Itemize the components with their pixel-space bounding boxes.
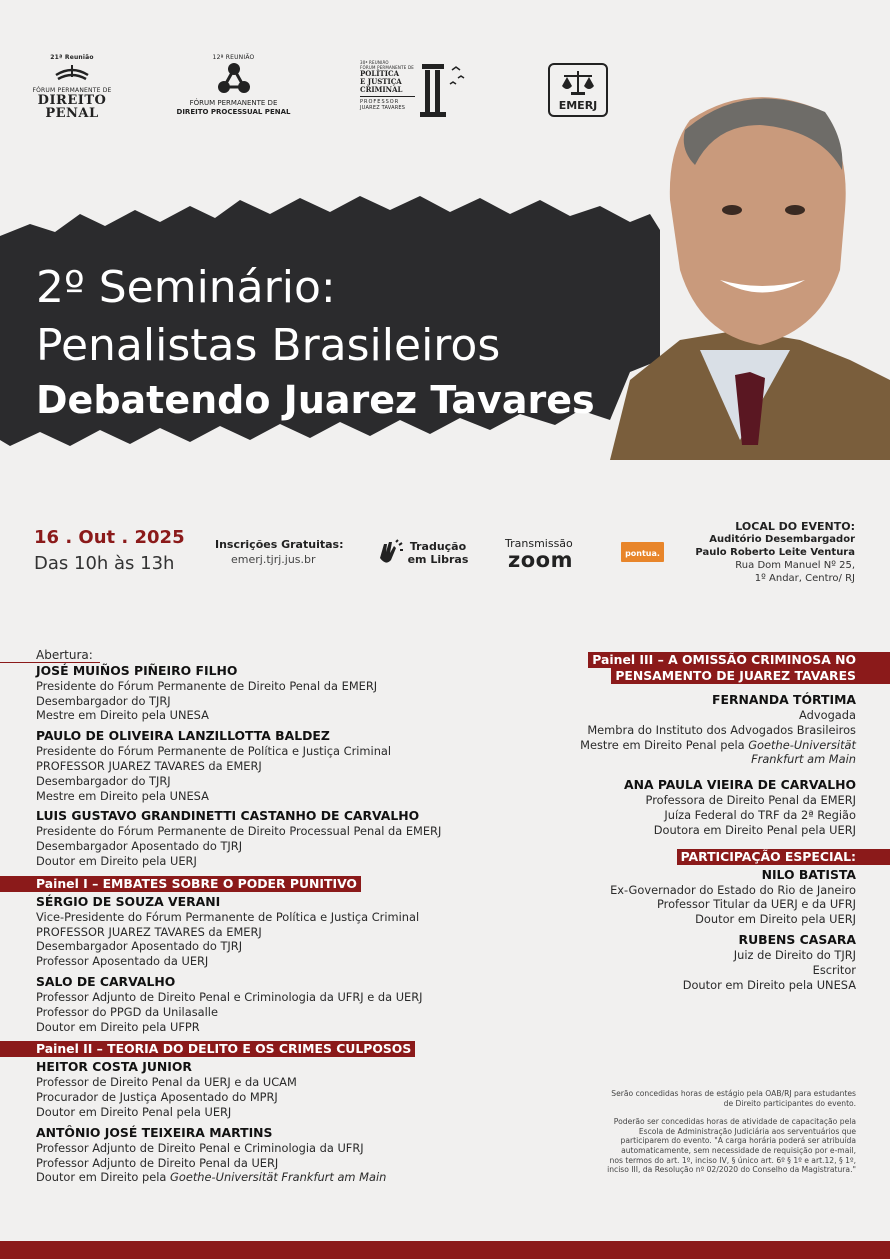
- sign-language-icon: [376, 538, 406, 566]
- logo-line-2: DIREITO PROCESSUAL PENAL: [176, 108, 291, 116]
- program-right: [526, 652, 856, 997]
- logo-l5: JUAREZ TAVARES: [360, 105, 406, 111]
- speaker-block: [526, 777, 856, 837]
- speaker-block: [526, 867, 856, 927]
- speaker-role: Escritor: [812, 962, 856, 977]
- panel-3-heading: [526, 652, 856, 684]
- speaker-name: SÉRGIO DE SOUZA VERANI: [36, 893, 221, 909]
- scales-icon: [558, 68, 598, 96]
- speaker-role: PROFESSOR JUAREZ TAVARES da EMERJ: [36, 758, 262, 773]
- location-title: LOCAL DO EVENTO:: [735, 520, 855, 533]
- registration-label: Inscrições Gratuitas:: [215, 538, 344, 551]
- speaker-block: [36, 663, 516, 723]
- speaker-role: Professora de Direito Penal da EMERJ: [645, 793, 856, 808]
- speaker-name: ANA PAULA VIEIRA DE CARVALHO: [623, 777, 856, 793]
- bottom-bar: [0, 1241, 890, 1259]
- speaker-role: Doutora em Direito Penal pela UERJ: [653, 822, 856, 837]
- logo-processual-penal: [176, 54, 291, 117]
- speaker-role: Doutor em Direito Penal pela UERJ: [36, 1104, 232, 1119]
- logo-name-1: DIREITO: [37, 93, 107, 108]
- network-icon: [216, 61, 252, 95]
- speaker-block: [36, 1125, 516, 1185]
- logo-direito-penal: [30, 54, 114, 120]
- logo-reuniao: 21ª Reunião: [50, 54, 94, 61]
- speaker-role: Professor Adjunto de Direito Penal da UERJ: [36, 1155, 279, 1170]
- speaker-role: Vice-Presidente do Fórum Permanente de Política e Justiça Criminal: [36, 909, 420, 924]
- location-line-1: Auditório Desembargador: [709, 534, 855, 545]
- speaker-role: Professor Aposentado da UERJ: [36, 954, 209, 969]
- logo-forum: FÓRUM PERMANENTE DE: [360, 65, 414, 70]
- speaker-role: [526, 752, 856, 767]
- speaker-role: Mestre em Direito pela UNESA: [36, 708, 209, 723]
- speaker-role: Advogada: [799, 708, 856, 722]
- speaker-block: [36, 1059, 516, 1119]
- speaker-block: [526, 932, 856, 992]
- speaker-role: Juiz de Direito do TJRJ: [733, 947, 856, 962]
- speaker-name: PAULO DE OLIVEIRA LANZILLOTTA BALDEZ: [36, 728, 330, 744]
- logo-l1: POLÍTICA: [360, 69, 400, 78]
- title-line-1: 2º Seminário:: [36, 262, 336, 313]
- speaker-role: Professor Adjunto de Direito Penal e Criminologia da UFRJ: [36, 1140, 364, 1155]
- zoom-logo: zoom: [508, 548, 573, 572]
- logo-l3: CRIMINAL: [360, 85, 403, 94]
- speaker-role: Desembargador Aposentado do TJRJ: [36, 839, 243, 854]
- streaming-label: Transmissão: [505, 537, 573, 550]
- speaker-role: Procurador de Justiça Aposentado do MPRJ: [36, 1090, 278, 1105]
- logo-emerj-text: EMERJ: [558, 99, 598, 112]
- event-location: [695, 520, 855, 585]
- title-line-3: Debatendo Juarez Tavares: [36, 378, 595, 422]
- panel-1-heading: Painel I – EMBATES SOBRE O PODER PUNITIVO: [0, 876, 361, 892]
- location-line-4: 1º Andar, Centro/ RJ: [754, 573, 855, 584]
- speaker-role: Professor do PPGD da Unilasalle: [36, 1004, 218, 1019]
- footnote-2: Poderão ser concedidas horas de atividade de capacitação pela Escola de Administração Judiciária aos serventuários que participarem do evento. "A carga horária poderá ser atribuída automaticamente, sem necessidade de requisição por e-mail, nos termos do art. 1º, inciso IV, § único art. 6º § 1º e art.12, § 1º, inciso III, da Resolução nº 02/2020 do Conselho da Magistratura.": [607, 1117, 856, 1175]
- speaker-role: Doutor em Direito pela UNESA: [682, 977, 856, 992]
- speaker-role: Presidente do Fórum Permanente de Direito Processual Penal da EMERJ: [36, 824, 442, 839]
- speaker-role: Professor Adjunto de Direito Penal e Criminologia da UFRJ e da UERJ: [36, 989, 423, 1004]
- speaker-name: HEITOR COSTA JUNIOR: [36, 1059, 192, 1075]
- libras-line-1: Tradução: [409, 540, 467, 553]
- speaker-role: [36, 1170, 516, 1185]
- speaker-block: [526, 692, 856, 767]
- speaker-name: FERNANDA TÓRTIMA: [712, 692, 856, 707]
- speaker-role: Presidente do Fórum Permanente de Política e Justiça Criminal: [36, 744, 392, 759]
- speaker-role-text: Doutor em Direito pela: [36, 1170, 171, 1185]
- speaker-name: LUIS GUSTAVO GRANDINETTI CASTANHO DE CARVALHO: [36, 808, 420, 824]
- speaker-role: Doutor em Direito pela UERJ: [36, 853, 197, 868]
- speaker-role: Professor Titular da UERJ e da UFRJ: [656, 897, 856, 912]
- logo-forum: FÓRUM PERMANENTE DE: [32, 87, 112, 94]
- logo-emerj: [548, 63, 608, 117]
- speaker-role-italic: Frankfurt am Main: [751, 752, 856, 767]
- speaker-name: RUBENS CASARA: [738, 931, 856, 947]
- logo-reuniao: 30ª REUNIÃO: [360, 60, 389, 65]
- event-time: Das 10h às 13h: [34, 553, 175, 574]
- speaker-role: Juíza Federal do TRF da 2ª Região: [664, 807, 856, 822]
- speaker-name: ANTÔNIO JOSÉ TEIXEIRA MARTINS: [36, 1124, 273, 1140]
- program-left: [36, 648, 516, 1190]
- footnote-1: Serão concedidas horas de estágio pela OAB/RJ para estudantes de Direito participantes do evento.: [611, 1089, 856, 1108]
- speaker-role-italic: Goethe-Universität: [748, 737, 856, 752]
- speaker-role: Ex-Governador do Estado do Rio de Janeiro: [610, 882, 856, 897]
- speaker-role-italic: Goethe-Universität Frankfurt am Main: [170, 1170, 387, 1185]
- location-line-2: Paulo Roberto Leite Ventura: [695, 547, 855, 558]
- logo-l2: E JUSTIÇA: [360, 77, 402, 86]
- panel-3-line-1: Painel III – A OMISSÃO CRIMINOSA NO: [588, 652, 890, 668]
- logo-reuniao: 12ª REUNIÃO: [212, 54, 255, 61]
- panel-2-heading: Painel II – TEORIA DO DELITO E OS CRIMES CULPOSOS: [0, 1041, 415, 1057]
- speaker-name: SALO DE CARVALHO: [36, 973, 176, 989]
- speaker-role: Doutor em Direito pela UFPR: [36, 1019, 200, 1034]
- speaker-role: Membra do Instituto dos Advogados Brasileiros: [587, 722, 856, 737]
- abertura-label: Abertura:: [36, 648, 93, 662]
- speaker-name: JOSÉ MUIÑOS PIÑEIRO FILHO: [36, 662, 238, 678]
- speaker-role: Desembargador do TJRJ: [36, 773, 171, 788]
- footnotes: [606, 1089, 856, 1175]
- registration-link[interactable]: emerj.tjrj.jus.br: [231, 553, 316, 566]
- column-icon: [418, 60, 468, 118]
- pontua-logo: pontua.: [621, 542, 664, 562]
- speaker-block: [36, 894, 516, 969]
- location-line-3: Rua Dom Manuel Nº 25,: [735, 560, 855, 571]
- speaker-name: NILO BATISTA: [761, 866, 856, 882]
- speaker-role: PROFESSOR JUAREZ TAVARES da EMERJ: [36, 924, 262, 939]
- logo-l4: PROFESSOR: [360, 99, 400, 105]
- speaker-block: [36, 728, 516, 803]
- speaker-role: Desembargador Aposentado do TJRJ: [36, 939, 243, 954]
- speaker-role: Desembargador do TJRJ: [36, 693, 171, 708]
- speaker-role: Mestre em Direito pela UNESA: [36, 788, 209, 803]
- speaker-role: Doutor em Direito pela UERJ: [695, 912, 856, 927]
- speaker-role: [526, 738, 856, 753]
- speaker-role-text: Mestre em Direito Penal pela: [580, 737, 749, 752]
- logo-name-2: PENAL: [45, 106, 99, 121]
- panel-3-line-2: PENSAMENTO DE JUAREZ TAVARES: [611, 668, 890, 684]
- title-line-2: Penalistas Brasileiros: [36, 320, 501, 371]
- speaker-role: Presidente do Fórum Permanente de Direito Penal da EMERJ: [36, 678, 378, 693]
- libras-label: [407, 540, 469, 566]
- special-heading: PARTICIPAÇÃO ESPECIAL:: [677, 849, 890, 865]
- book-icon: [52, 61, 92, 83]
- speaker-block: [36, 974, 516, 1034]
- libras-line-2: em Libras: [407, 553, 469, 566]
- speaker-role: Professor de Direito Penal da UERJ e da UCAM: [36, 1075, 297, 1090]
- event-date: 16 . Out . 2025: [34, 527, 185, 548]
- logo-line-1: FÓRUM PERMANENTE DE: [189, 99, 278, 107]
- speaker-block: [36, 808, 516, 868]
